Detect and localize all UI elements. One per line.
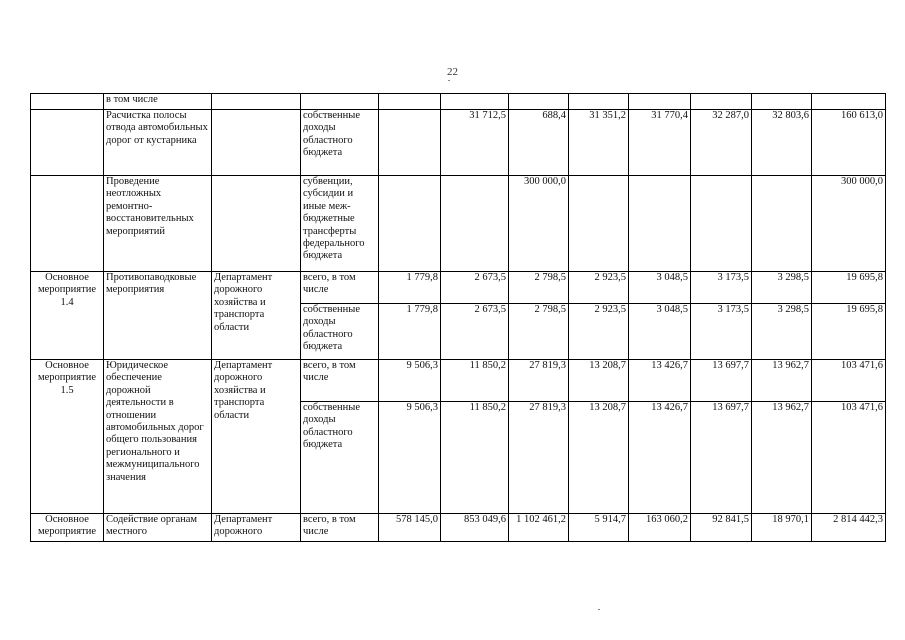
value-cell: 32 803,6 bbox=[752, 110, 812, 176]
budget-table bbox=[30, 93, 886, 542]
value-cell: 3 173,5 bbox=[691, 304, 752, 360]
value-cell: 1 779,8 bbox=[379, 304, 441, 360]
scan-speck bbox=[598, 609, 600, 610]
value-cell: 2 814 442,3 bbox=[812, 514, 886, 542]
value-cell: 5 914,7 bbox=[569, 514, 629, 542]
value-cell: 9 506,3 bbox=[379, 402, 441, 514]
value-cell: 92 841,5 bbox=[691, 514, 752, 542]
value-cell: 2 673,5 bbox=[441, 272, 509, 304]
item-name: Противопаводковые мероприятия bbox=[104, 272, 212, 360]
value-cell: 13 208,7 bbox=[569, 360, 629, 402]
funding-source: собственные доходы областного бюджета bbox=[301, 402, 379, 514]
page-number: 22 bbox=[447, 66, 458, 78]
value-cell bbox=[441, 94, 509, 110]
value-cell bbox=[509, 94, 569, 110]
executor: Департамент дорожного bbox=[212, 514, 301, 542]
value-cell: 2 798,5 bbox=[509, 304, 569, 360]
item-name: Проведение неотложных ремонтно-восстановительных мероприятий bbox=[104, 176, 212, 272]
value-cell: 32 287,0 bbox=[691, 110, 752, 176]
value-cell bbox=[629, 176, 691, 272]
value-cell bbox=[569, 94, 629, 110]
item-name: Расчистка полосы отвода автомобильных дорог от кустарника bbox=[104, 110, 212, 176]
item-name: Содействие органам местного bbox=[104, 514, 212, 542]
value-cell: 103 471,6 bbox=[812, 360, 886, 402]
value-cell: 11 850,2 bbox=[441, 360, 509, 402]
funding-source: всего, в том числе bbox=[301, 514, 379, 542]
label-cell bbox=[31, 94, 104, 110]
funding-source: всего, в том числе bbox=[301, 272, 379, 304]
value-cell bbox=[379, 94, 441, 110]
value-cell: 103 471,6 bbox=[812, 402, 886, 514]
value-cell: 31 712,5 bbox=[441, 110, 509, 176]
value-cell: 2 923,5 bbox=[569, 272, 629, 304]
table-row bbox=[31, 514, 886, 542]
value-cell: 11 850,2 bbox=[441, 402, 509, 514]
funding-source: собственные доходы областного бюджета bbox=[301, 304, 379, 360]
value-cell: 31 351,2 bbox=[569, 110, 629, 176]
table-row bbox=[31, 176, 886, 272]
table-row bbox=[31, 272, 886, 304]
value-cell: 9 506,3 bbox=[379, 360, 441, 402]
table-row bbox=[31, 94, 886, 110]
table-row bbox=[31, 110, 886, 176]
value-cell: 27 819,3 bbox=[509, 402, 569, 514]
value-cell bbox=[441, 176, 509, 272]
value-cell: 300 000,0 bbox=[509, 176, 569, 272]
value-cell: 163 060,2 bbox=[629, 514, 691, 542]
value-cell: 31 770,4 bbox=[629, 110, 691, 176]
measure-label: Основное мероприятие 1.4 bbox=[31, 272, 104, 360]
value-cell bbox=[629, 94, 691, 110]
value-cell: 160 613,0 bbox=[812, 110, 886, 176]
value-cell: 19 695,8 bbox=[812, 272, 886, 304]
executor-cell bbox=[212, 176, 301, 272]
value-cell: 13 962,7 bbox=[752, 360, 812, 402]
label-cell bbox=[31, 176, 104, 272]
scan-speck bbox=[448, 80, 450, 81]
value-cell bbox=[691, 94, 752, 110]
value-cell bbox=[569, 176, 629, 272]
value-cell: 3 048,5 bbox=[629, 272, 691, 304]
value-cell: 13 208,7 bbox=[569, 402, 629, 514]
funding-source: субвенции, субсидии и иные меж-бюджетные трансферты федерального бюджета bbox=[301, 176, 379, 272]
value-cell: 300 000,0 bbox=[812, 176, 886, 272]
funding-source: собственные доходы областного бюджета bbox=[301, 110, 379, 176]
value-cell: 13 962,7 bbox=[752, 402, 812, 514]
value-cell bbox=[691, 176, 752, 272]
executor-cell bbox=[212, 94, 301, 110]
value-cell: 18 970,1 bbox=[752, 514, 812, 542]
source-cell bbox=[301, 94, 379, 110]
label-cell bbox=[31, 110, 104, 176]
value-cell bbox=[379, 176, 441, 272]
executor: Департамент дорожного хозяйства и транспорта области bbox=[212, 360, 301, 514]
value-cell: 13 426,7 bbox=[629, 402, 691, 514]
value-cell: 3 048,5 bbox=[629, 304, 691, 360]
value-cell: 13 697,7 bbox=[691, 402, 752, 514]
value-cell bbox=[379, 110, 441, 176]
value-cell: 13 426,7 bbox=[629, 360, 691, 402]
value-cell: 13 697,7 bbox=[691, 360, 752, 402]
value-cell: 578 145,0 bbox=[379, 514, 441, 542]
value-cell: 27 819,3 bbox=[509, 360, 569, 402]
value-cell: 19 695,8 bbox=[812, 304, 886, 360]
value-cell bbox=[812, 94, 886, 110]
value-cell: 2 673,5 bbox=[441, 304, 509, 360]
funding-source: всего, в том числе bbox=[301, 360, 379, 402]
value-cell bbox=[752, 176, 812, 272]
item-name: Юридическое обеспечение дорожной деятельности в отношении автомобильных дорог общего пользования регионального и межмуниципального значения bbox=[104, 360, 212, 514]
value-cell bbox=[752, 94, 812, 110]
value-cell: 2 798,5 bbox=[509, 272, 569, 304]
executor-cell bbox=[212, 110, 301, 176]
value-cell: 3 298,5 bbox=[752, 272, 812, 304]
measure-label: Основное мероприятие bbox=[31, 514, 104, 542]
value-cell: 1 779,8 bbox=[379, 272, 441, 304]
measure-label: Основное мероприятие 1.5 bbox=[31, 360, 104, 514]
value-cell: 1 102 461,2 bbox=[509, 514, 569, 542]
value-cell: 853 049,6 bbox=[441, 514, 509, 542]
item-name: в том числе bbox=[104, 94, 212, 110]
value-cell: 2 923,5 bbox=[569, 304, 629, 360]
value-cell: 688,4 bbox=[509, 110, 569, 176]
executor: Департамент дорожного хозяйства и транспорта области bbox=[212, 272, 301, 360]
table-row bbox=[31, 360, 886, 402]
value-cell: 3 298,5 bbox=[752, 304, 812, 360]
value-cell: 3 173,5 bbox=[691, 272, 752, 304]
